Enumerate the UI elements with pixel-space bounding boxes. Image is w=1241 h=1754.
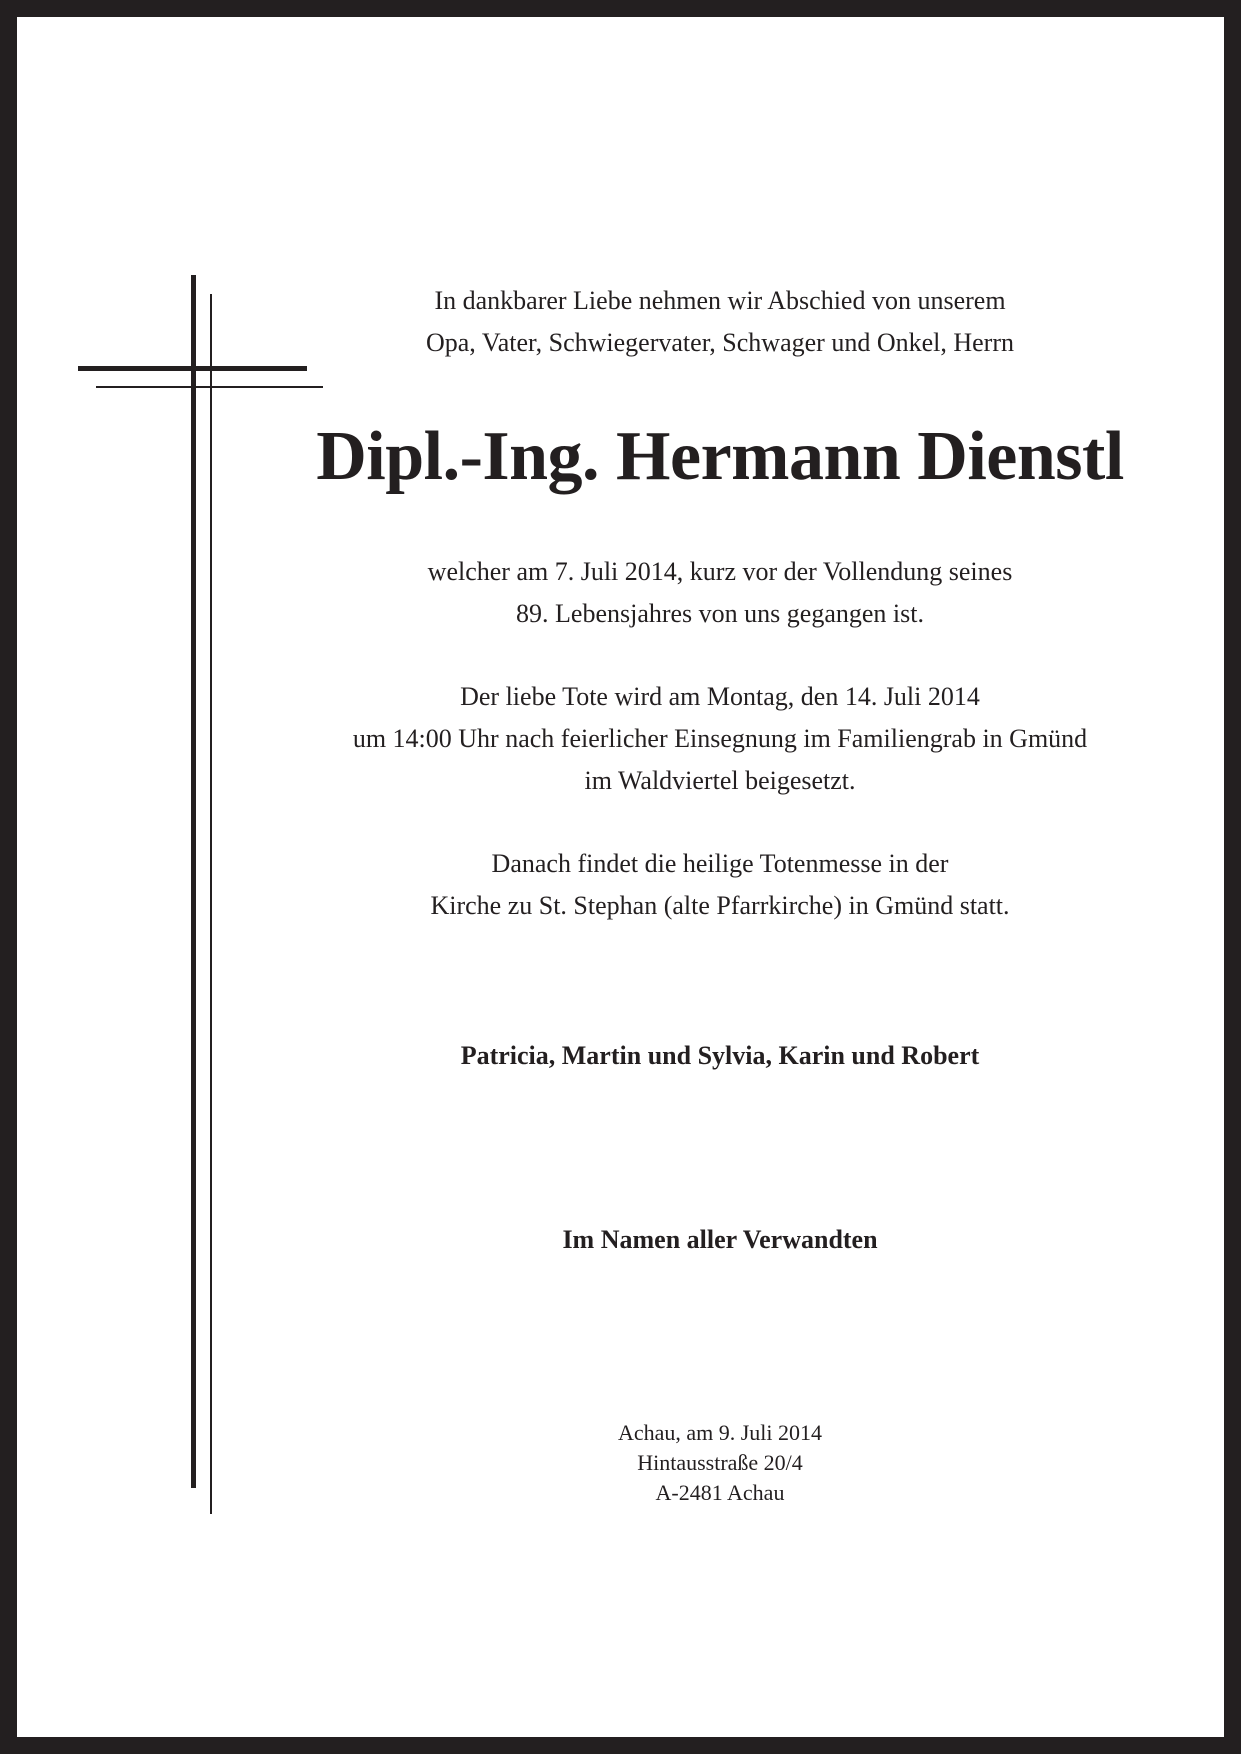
intro-line-1: In dankbarer Liebe nehmen wir Abschied von unserem bbox=[434, 286, 1006, 315]
death-notice-line-1: welcher am 7. Juli 2014, kurz vor der Vollendung seines bbox=[427, 557, 1013, 586]
mass-info bbox=[300, 843, 1140, 927]
death-notice bbox=[300, 551, 1140, 635]
mass-line-2: Kirche zu St. Stephan (alte Pfarrkirche) in Gmünd statt. bbox=[430, 891, 1010, 920]
mass-line-1: Danach findet die heilige Totenmesse in der bbox=[491, 849, 949, 878]
burial-info bbox=[300, 676, 1140, 802]
intro-line-2: Opa, Vater, Schwiegervater, Schwager und Onkel, Herrn bbox=[425, 328, 1014, 357]
family-line: Im Namen aller Verwandten bbox=[562, 1225, 878, 1254]
address-city: A-2481 Achau bbox=[655, 1480, 785, 1505]
intro-text bbox=[300, 280, 1140, 364]
address-street: Hintausstraße 20/4 bbox=[637, 1450, 803, 1475]
signers: Patricia, Martin und Sylvia, Karin und Robert bbox=[460, 1041, 980, 1070]
burial-line-2: um 14:00 Uhr nach feierlicher Einsegnung im Familiengrab in Gmünd bbox=[352, 724, 1088, 753]
address-block bbox=[300, 1418, 1140, 1508]
death-notice-line-2: 89. Lebensjahres von uns gegangen ist. bbox=[516, 599, 924, 628]
burial-line-1: Der liebe Tote wird am Montag, den 14. Juli 2014 bbox=[460, 682, 980, 711]
deceased-name: Dipl.-Ing. Hermann Dienstl bbox=[316, 418, 1124, 495]
burial-line-3: im Waldviertel beigesetzt. bbox=[584, 766, 856, 795]
address-date: Achau, am 9. Juli 2014 bbox=[617, 1420, 823, 1445]
